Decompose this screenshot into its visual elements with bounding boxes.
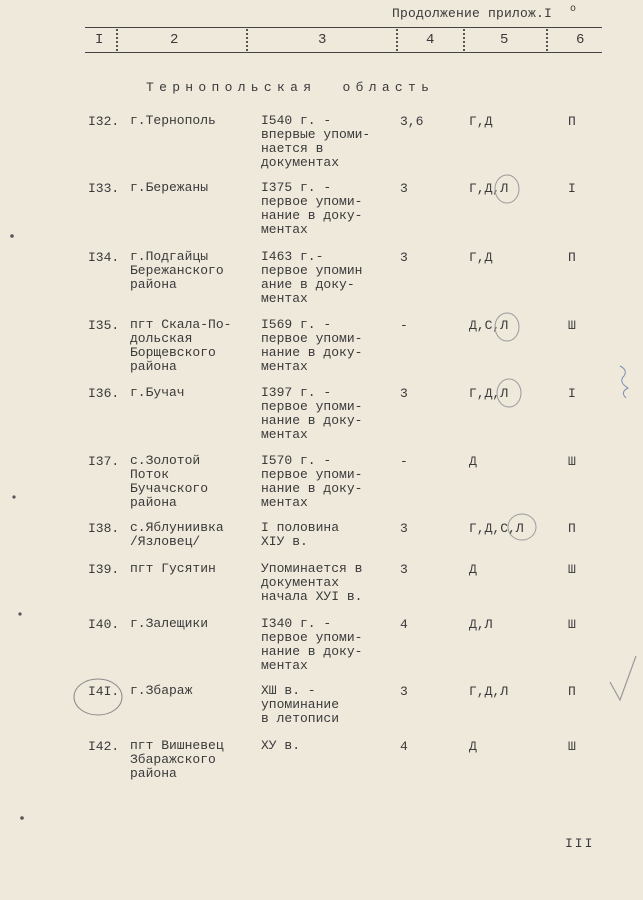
- pencil-circle-mark: [495, 313, 519, 341]
- col-5-value: Д,Л: [469, 617, 493, 632]
- place-name: с.Золотой Поток Бучачского района: [130, 453, 209, 510]
- first-mention: Упоминается в документах начала ХУI в.: [261, 561, 363, 604]
- col-6-value: Ш: [568, 318, 576, 333]
- place-name: пгт Гусятин: [130, 561, 216, 576]
- row-number: I4I.: [88, 684, 120, 699]
- col-4-value: -: [400, 454, 408, 469]
- place-name: г.Тернополь: [130, 113, 216, 128]
- col-4-value: 3: [400, 684, 408, 699]
- col-6-value: П: [568, 684, 576, 699]
- row-number: I36.: [88, 386, 120, 401]
- first-mention: ХУ в.: [261, 738, 301, 753]
- ink-scribble-mark: [620, 366, 628, 398]
- header-col-3: 3: [318, 32, 327, 48]
- col-5-value: Д: [469, 562, 477, 577]
- header-col-5: 5: [500, 32, 509, 48]
- col-6-value: П: [568, 250, 576, 265]
- col-6-value: П: [568, 114, 576, 129]
- pencil-circle-mark: [74, 679, 122, 715]
- col-5-value: Г,Д,Л: [469, 386, 509, 401]
- row-number: I33.: [88, 181, 120, 196]
- place-name: г.Подгайцы Бережанского района: [130, 249, 224, 292]
- page-number: III: [565, 836, 595, 851]
- pencil-circle-mark: [508, 514, 536, 540]
- col-4-value: -: [400, 318, 408, 333]
- col-5-value: Г,Д,С,Л: [469, 521, 524, 536]
- continuation-label: Продолжение прилож.I: [392, 6, 553, 21]
- col-5-value: Г,Д,Л: [469, 181, 509, 196]
- col-5-value: Г,Д: [469, 250, 493, 265]
- row-number: I32.: [88, 114, 120, 129]
- place-name: пгт Вишневец Збаражского района: [130, 738, 224, 781]
- place-name: г.Збараж: [130, 683, 193, 698]
- col-6-value: П: [568, 521, 576, 536]
- first-mention: I569 г. - первое упоми- нание в доку- ментах: [261, 317, 363, 374]
- col-5-value: Д: [469, 454, 477, 469]
- col-4-value: 3: [400, 181, 408, 196]
- header-col-2: 2: [170, 32, 179, 48]
- binding-hole-mark: [12, 495, 15, 498]
- col-6-value: Ш: [568, 454, 576, 469]
- col-5-value: Г,Д: [469, 114, 493, 129]
- row-number: I35.: [88, 318, 120, 333]
- binding-hole-mark: [10, 234, 14, 238]
- col-4-value: 3: [400, 386, 408, 401]
- header-col-6: 6: [576, 32, 585, 48]
- col-6-value: Ш: [568, 739, 576, 754]
- col-4-value: 4: [400, 739, 408, 754]
- first-mention: I половина XIУ в.: [261, 520, 340, 549]
- col-5-value: Г,Д,Л: [469, 684, 509, 699]
- row-number: I42.: [88, 739, 120, 754]
- continuation-mark: о: [570, 4, 577, 15]
- col-4-value: 3: [400, 562, 408, 577]
- first-mention: I570 г. - первое упоми- нание в доку- ментах: [261, 453, 363, 510]
- place-name: пгт Скала-По- дольская Борщевского района: [130, 317, 232, 374]
- binding-hole-mark: [20, 816, 24, 820]
- first-mention: ХШ в. - упоминание в летописи: [261, 683, 340, 726]
- row-number: I40.: [88, 617, 120, 632]
- region-title: Тернопольская область: [146, 80, 435, 95]
- pencil-checkmark: [610, 656, 636, 700]
- col-4-value: 3: [400, 250, 408, 265]
- col-4-value: 3: [400, 521, 408, 536]
- row-number: I37.: [88, 454, 120, 469]
- col-5-value: Д: [469, 739, 477, 754]
- header-col-1: I: [95, 32, 104, 48]
- binding-hole-mark: [18, 612, 21, 615]
- first-mention: I397 г. - первое упоми- нание в доку- ментах: [261, 385, 363, 442]
- pencil-circle-mark: [497, 379, 521, 407]
- col-6-value: Ш: [568, 562, 576, 577]
- col-4-value: 3,6: [400, 114, 424, 129]
- header-col-4: 4: [426, 32, 435, 48]
- pencil-circle-mark: [495, 175, 519, 203]
- place-name: г.Бучач: [130, 385, 185, 400]
- row-number: I34.: [88, 250, 120, 265]
- first-mention: I340 г. - первое упоми- нание в доку- ментах: [261, 616, 363, 673]
- first-mention: I375 г. - первое упоми- нание в доку- ментах: [261, 180, 363, 237]
- col-4-value: 4: [400, 617, 408, 632]
- first-mention: I540 г. - впервые упоми- нается в документах: [261, 113, 371, 170]
- col-6-value: I: [568, 181, 576, 196]
- col-6-value: Ш: [568, 617, 576, 632]
- first-mention: I463 г.- первое упомин ание в доку- ментах: [261, 249, 363, 306]
- place-name: г.Бережаны: [130, 180, 209, 195]
- place-name: с.Яблуниивка /Язловец/: [130, 520, 224, 549]
- col-5-value: Д,С,Л: [469, 318, 509, 333]
- col-6-value: I: [568, 386, 576, 401]
- row-number: I38.: [88, 521, 120, 536]
- place-name: г.Залещики: [130, 616, 209, 631]
- row-number: I39.: [88, 562, 120, 577]
